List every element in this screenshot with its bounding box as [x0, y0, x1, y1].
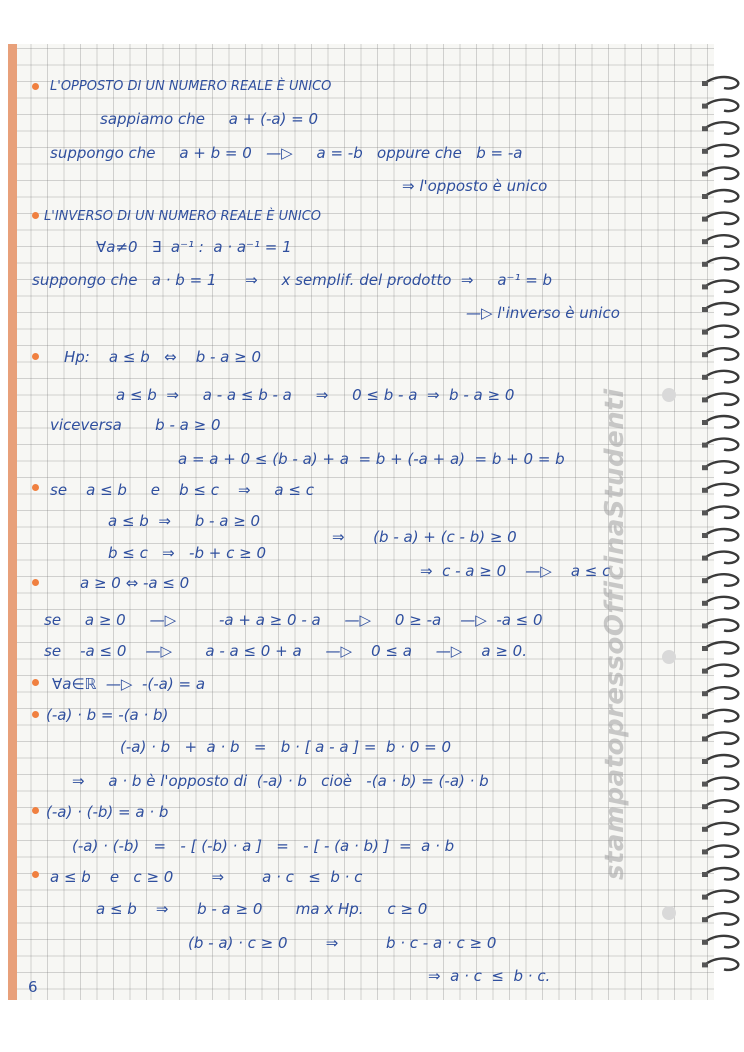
note-line: ∀a≠0 ∃ a⁻¹ : a · a⁻¹ = 1 [96, 238, 292, 256]
spiral-hole [702, 217, 708, 222]
spiral-coil [704, 800, 738, 812]
spiral-coil [704, 529, 738, 541]
spiral-coil [704, 958, 738, 970]
bullet [32, 711, 39, 718]
note-line: ⇒ a · b è l'opposto di (-a) · b cioè -(a · b) = (-a) · b [72, 772, 489, 790]
spiral-coil [704, 348, 738, 360]
spiral-hole [702, 669, 708, 674]
watermark: stampatopressoOfficinaStudenti [600, 388, 630, 880]
spiral-hole [702, 397, 708, 402]
spiral-coil [704, 687, 738, 699]
spiral-coil [704, 100, 738, 112]
note-line: L'OPPOSTO DI UN NUMERO REALE È UNICO [50, 79, 332, 94]
spiral-coil [704, 552, 738, 564]
spiral-hole [702, 330, 708, 335]
spiral-coil [704, 393, 738, 405]
spiral-coil [704, 235, 738, 247]
punch-hole [662, 650, 676, 664]
spiral-coil [704, 77, 738, 89]
note-line: (-a) · b + a · b = b · [ a - a ] = b · 0 = 0 [120, 738, 452, 756]
spiral-coil [704, 416, 738, 428]
spiral-hole [702, 284, 708, 289]
spiral-coil [704, 732, 738, 744]
spiral-hole [702, 917, 708, 922]
page-number: 6 [28, 978, 38, 996]
spiral-hole [702, 827, 708, 832]
spiral-hole [702, 962, 708, 967]
spiral-hole [702, 714, 708, 719]
bullet [32, 353, 39, 360]
spiral-hole [702, 736, 708, 741]
note-line: sappiamo che a + (-a) = 0 [100, 110, 319, 128]
spiral-coil [704, 122, 738, 134]
punch-hole [662, 906, 676, 920]
note-line: Hp: a ≤ b ⇔ b - a ≥ 0 [64, 348, 261, 366]
note-line: suppongo che a + b = 0 —▷ a = -b oppure che b = -a [50, 144, 523, 162]
page-margin-strip [8, 44, 17, 1000]
spiral-coil [704, 597, 738, 609]
bullet [32, 579, 39, 586]
spiral-hole [702, 81, 708, 86]
spiral-hole [702, 262, 708, 267]
note-line: b ≤ c ⇒ -b + c ≥ 0 [108, 544, 266, 562]
note-line: se -a ≤ 0 —▷ a - a ≤ 0 + a —▷ 0 ≤ a —▷ a ≥ 0. [44, 642, 527, 660]
note-line: a ≤ b ⇒ b - a ≥ 0 ma x Hp. c ≥ 0 [96, 900, 428, 918]
spiral-coil [704, 461, 738, 473]
spiral-coil [704, 868, 738, 880]
spiral-hole [702, 239, 708, 244]
spiral-coil [704, 439, 738, 451]
spiral-coil [704, 891, 738, 903]
note-line: (-a) · (-b) = a · b [46, 803, 169, 821]
spiral-coil [704, 190, 738, 202]
spiral-binding [702, 72, 742, 982]
bullet [32, 679, 39, 686]
spiral-coil [704, 778, 738, 790]
note-line: ∀a∈ℝ —▷ -(-a) = a [52, 675, 206, 693]
spiral-coil [704, 642, 738, 654]
bullet [32, 484, 39, 491]
note-line: viceversa b - a ≥ 0 [50, 416, 221, 434]
spiral-coil [704, 823, 738, 835]
note-line: (b - a) · c ≥ 0 ⇒ b · c - a · c ≥ 0 [188, 934, 497, 952]
note-line: ⇒ l'opposto è unico [402, 177, 548, 195]
spiral-coil [704, 755, 738, 767]
spiral-hole [702, 443, 708, 448]
spiral-hole [702, 352, 708, 357]
spiral-hole [702, 646, 708, 651]
spiral-hole [702, 171, 708, 176]
note-line: ⇒ a · c ≤ b · c. [428, 967, 551, 985]
spiral-hole [702, 556, 708, 561]
note-line: a ≤ b ⇒ a - a ≤ b - a ⇒ 0 ≤ b - a ⇒ b - a ≥ 0 [116, 386, 515, 404]
spiral-hole [702, 465, 708, 470]
spiral-coil [704, 145, 738, 157]
spiral-hole [702, 601, 708, 606]
bullet [32, 212, 39, 219]
spiral-hole [702, 375, 708, 380]
spiral-hole [702, 691, 708, 696]
spiral-coil [704, 913, 738, 925]
spiral-hole [702, 510, 708, 515]
bullet [32, 807, 39, 814]
spiral-coil [704, 213, 738, 225]
note-line: a = a + 0 ≤ (b - a) + a = b + (-a + a) = b + 0 = b [178, 450, 565, 468]
spiral-hole [702, 872, 708, 877]
spiral-hole [702, 149, 708, 154]
spiral-coil [704, 484, 738, 496]
spiral-coil [704, 167, 738, 179]
note-line: —▷ l'inverso è unico [466, 304, 620, 322]
spiral-hole [702, 940, 708, 945]
note-line: a ≤ b e c ≥ 0 ⇒ a · c ≤ b · c [50, 868, 363, 886]
note-line: ⇒ c - a ≥ 0 —▷ a ≤ c [420, 562, 611, 580]
spiral-hole [702, 849, 708, 854]
spiral-hole [702, 420, 708, 425]
spiral-hole [702, 126, 708, 131]
note-line: a ≥ 0 ⇔ -a ≤ 0 [80, 574, 190, 592]
note-line: se a ≥ 0 —▷ -a + a ≥ 0 - a —▷ 0 ≥ -a —▷ -a ≤ 0 [44, 611, 543, 629]
spiral-coil [704, 303, 738, 315]
note-line: suppongo che a · b = 1 ⇒ x semplif. del prodotto ⇒ a⁻¹ = b [32, 271, 553, 289]
spiral-hole [702, 488, 708, 493]
spiral-hole [702, 782, 708, 787]
spiral-hole [702, 194, 708, 199]
spiral-coil [704, 371, 738, 383]
spiral-coil [704, 258, 738, 270]
note-line: (-a) · b = -(a · b) [46, 706, 169, 724]
spiral-hole [702, 759, 708, 764]
spiral-coil [704, 280, 738, 292]
note-line: (-a) · (-b) = - [ (-b) · a ] = - [ - (a · b) ] = a · b [72, 837, 455, 855]
spiral-coil [704, 574, 738, 586]
spiral-coil [704, 936, 738, 948]
punch-hole [662, 388, 676, 402]
note-line: L'INVERSO DI UN NUMERO REALE È UNICO [44, 209, 322, 224]
spiral-coil [704, 619, 738, 631]
spiral-hole [702, 578, 708, 583]
spiral-hole [702, 307, 708, 312]
bullet [32, 871, 39, 878]
note-line: a ≤ b ⇒ b - a ≥ 0 [108, 512, 261, 530]
spiral-hole [702, 533, 708, 538]
spiral-hole [702, 895, 708, 900]
spiral-hole [702, 804, 708, 809]
spiral-coil [704, 665, 738, 677]
spiral-hole [702, 104, 708, 109]
spiral-coil [704, 326, 738, 338]
note-line: se a ≤ b e b ≤ c ⇒ a ≤ c [50, 481, 314, 499]
note-line: ⇒ (b - a) + (c - b) ≥ 0 [332, 528, 517, 546]
spiral-coil [704, 845, 738, 857]
spiral-coil [704, 506, 738, 518]
spiral-hole [702, 623, 708, 628]
spiral-coil [704, 710, 738, 722]
bullet [32, 83, 39, 90]
